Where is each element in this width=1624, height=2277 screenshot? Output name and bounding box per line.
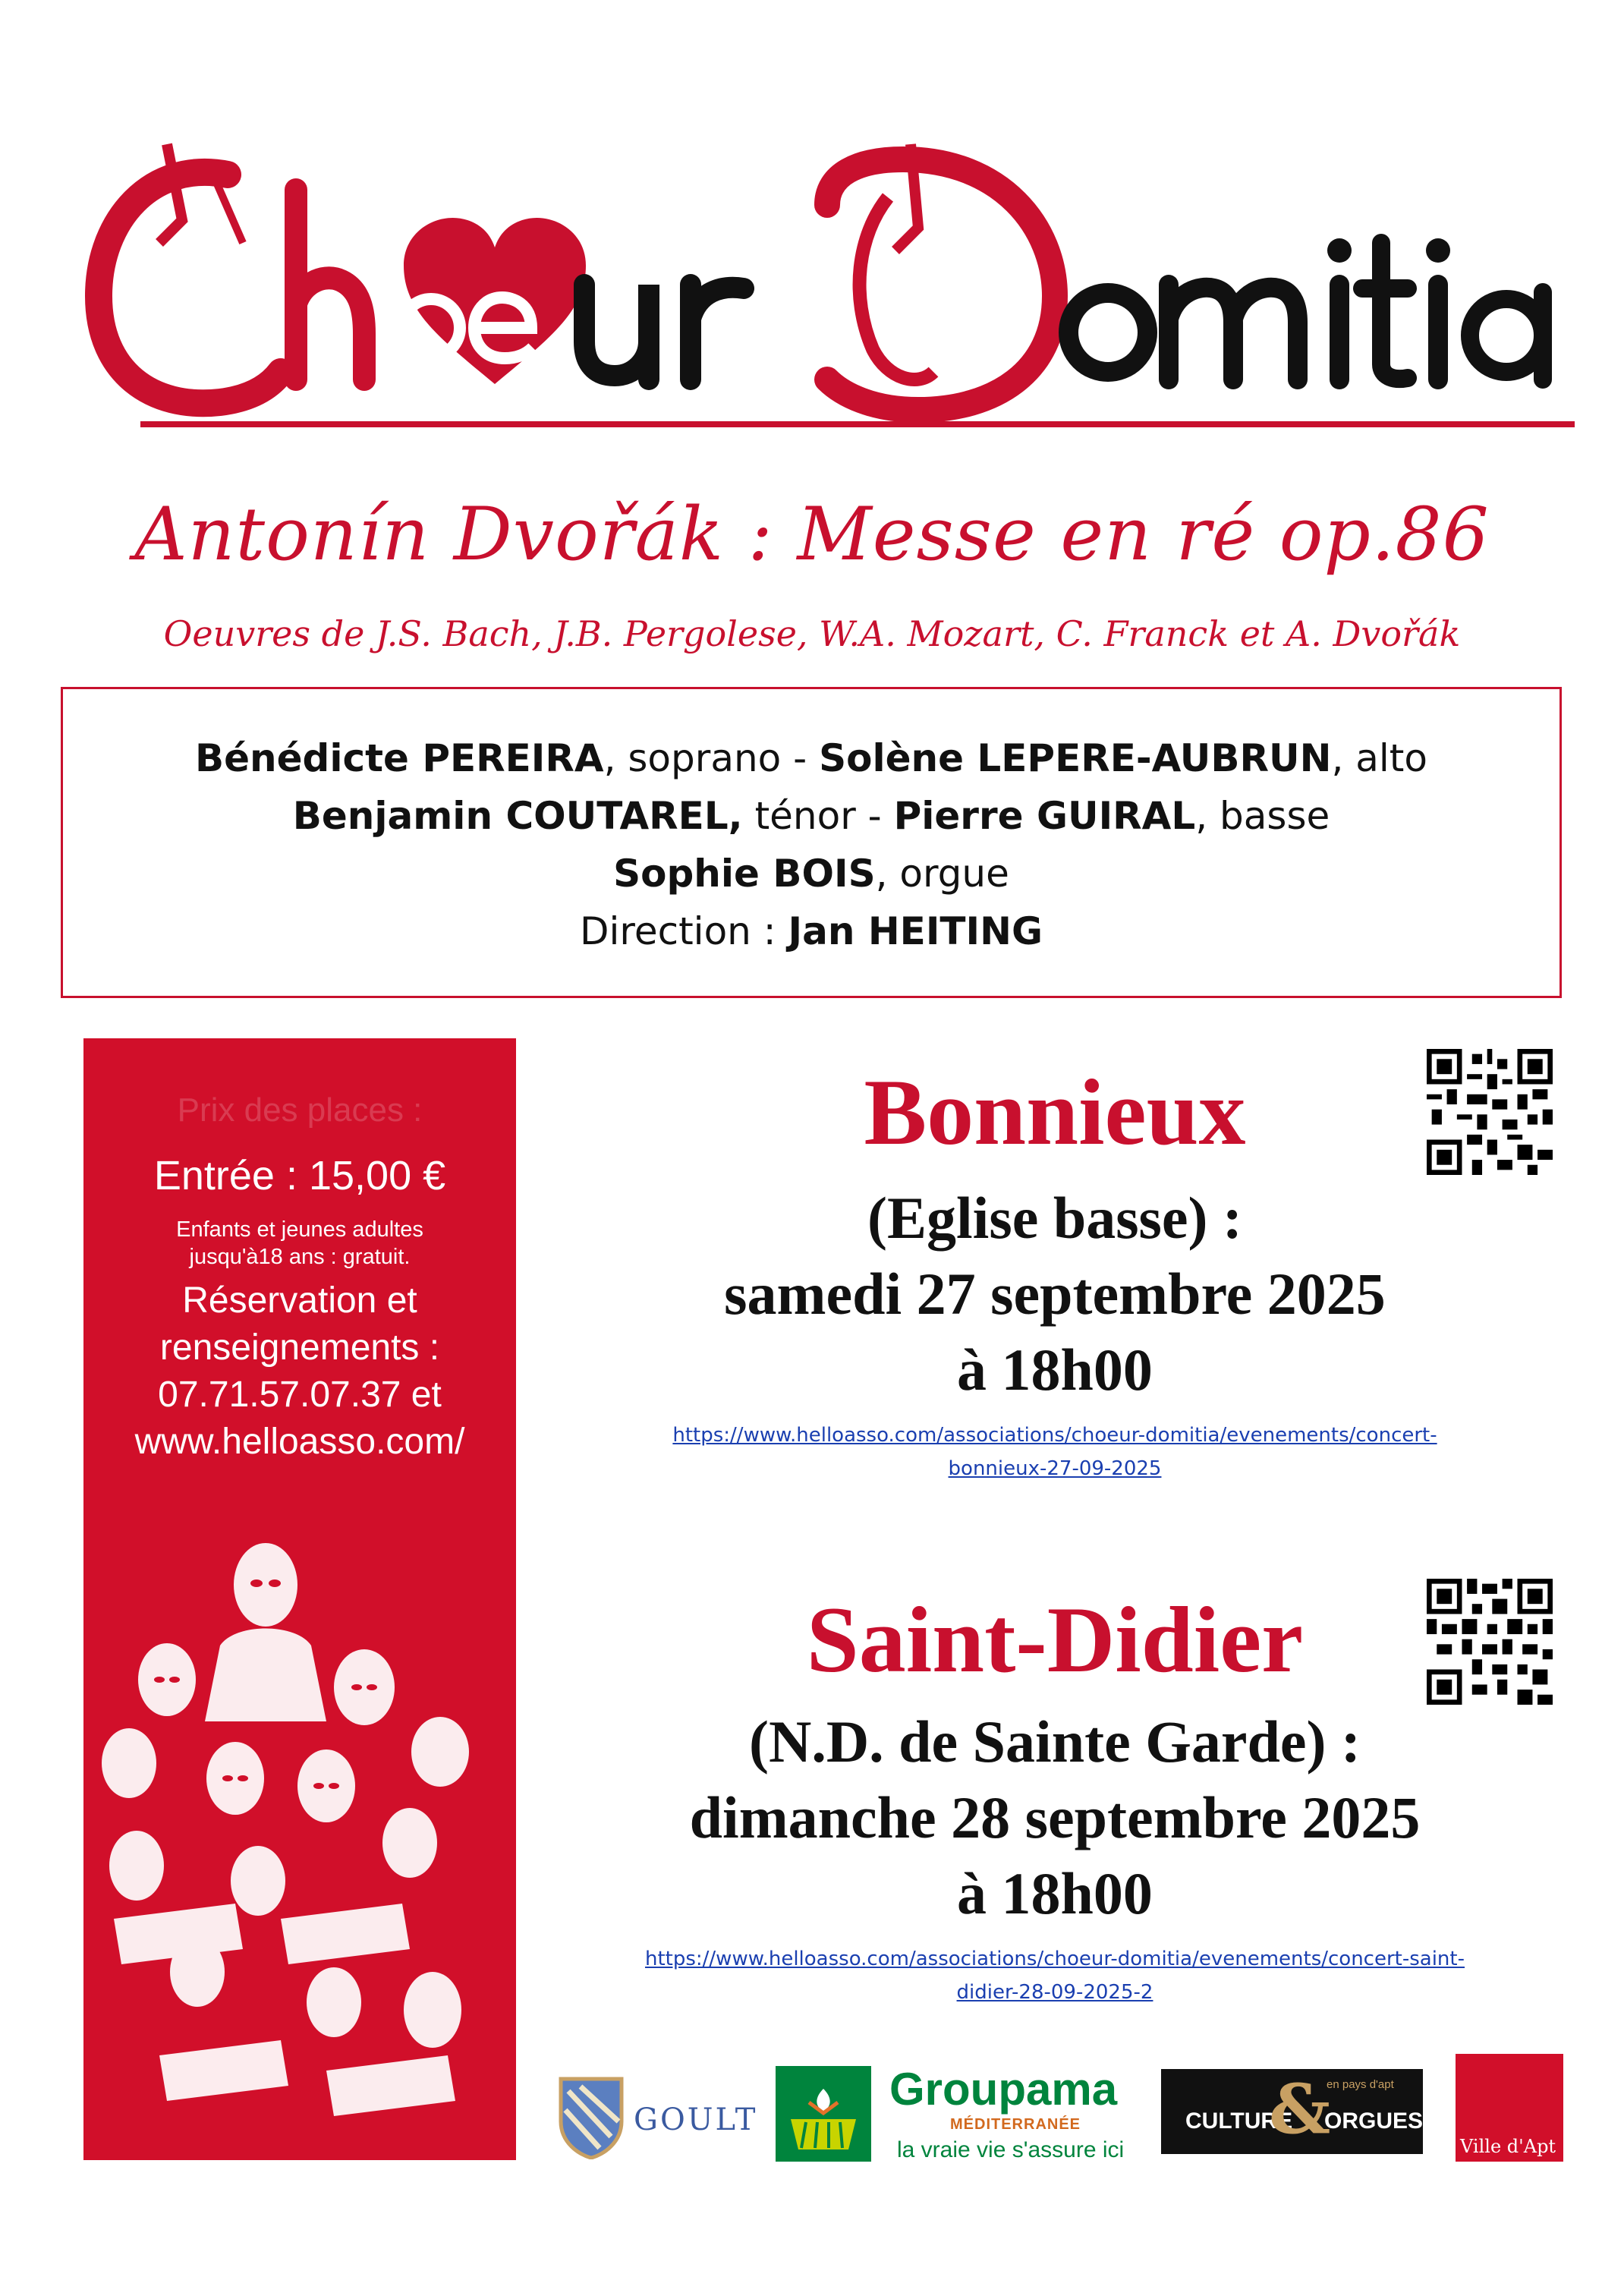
concert-link-line-2[interactable]: bonnieux-27-09-2025 xyxy=(948,1457,1162,1480)
logo-divider xyxy=(140,421,1575,427)
reservation-phone: 07.71.57.07.37 et xyxy=(158,1375,442,1415)
culture-subtitle: en pays d'apt xyxy=(1327,2078,1394,2091)
performer-role: , orgue xyxy=(875,852,1009,896)
groupama-name: Groupama xyxy=(889,2064,1118,2115)
goult-shield-icon xyxy=(558,2076,625,2159)
kids-note-line-1: Enfants et jeunes adultes xyxy=(176,1217,423,1242)
qr-code-bonnieux[interactable] xyxy=(1427,1049,1553,1175)
choir-singers-illustration xyxy=(83,1524,516,2160)
performer-name: Pierre GUIRAL xyxy=(893,794,1196,838)
groupama-logo-icon xyxy=(776,2066,871,2162)
performer-role: , basse xyxy=(1195,794,1330,838)
reservation-website: www.helloasso.com/ xyxy=(134,1422,465,1462)
reservation-line-2: renseignements : xyxy=(159,1327,440,1368)
concert-date: samedi 27 septembre 2025 xyxy=(724,1261,1386,1327)
concert-link-line-1[interactable]: https://www.helloasso.com/associations/choeur-domitia/evenements/concert-saint- xyxy=(644,1948,1465,1970)
culture-ampersand: & xyxy=(1269,2069,1331,2149)
ville-apt-label: Ville d'Apt xyxy=(1460,2136,1556,2157)
performers-line-3 xyxy=(63,852,1559,896)
concert-city: Saint-Didier xyxy=(806,1588,1304,1692)
performer-name: Solène LEPERE-AUBRUN xyxy=(819,736,1332,780)
concert-title: Antonín Dvořák : Messe en ré op.86 xyxy=(134,492,1490,577)
panel-ghost-text: Prix des places : xyxy=(177,1091,423,1129)
logo-svg xyxy=(68,129,1571,448)
concert-venue: (N.D. de Sainte Garde) : xyxy=(749,1709,1361,1775)
performers-line-4 xyxy=(63,909,1559,953)
performer-name: Sophie BOIS xyxy=(613,852,876,896)
qr-code-saint-didier[interactable] xyxy=(1427,1579,1553,1705)
culture-label: CULTURE xyxy=(1185,2109,1293,2134)
concert-time: à 18h00 xyxy=(957,1337,1153,1403)
concert-time: à 18h00 xyxy=(957,1860,1153,1926)
price-panel xyxy=(83,1038,516,2160)
reservation-line-1: Réservation et xyxy=(182,1280,417,1321)
concert-link-line-1[interactable]: https://www.helloasso.com/associations/choeur-domitia/evenements/concert- xyxy=(672,1424,1437,1447)
concert-venue: (Eglise basse) : xyxy=(867,1185,1242,1251)
concert-subtitle: Oeuvres de J.S. Bach, J.B. Pergolese, W.A. Mozart, C. Franck et A. Dvořák xyxy=(163,613,1461,654)
performer-role: , soprano - xyxy=(603,736,820,780)
performer-role: , alto xyxy=(1331,736,1427,780)
concert-link-line-2[interactable]: didier-28-09-2025-2 xyxy=(956,1981,1153,2004)
direction-label: Direction : xyxy=(579,909,788,953)
groupama-slogan: la vraie vie s'assure ici xyxy=(897,2137,1125,2162)
concert-date: dimanche 28 septembre 2025 xyxy=(689,1784,1421,1850)
orgues-label: ORGUES xyxy=(1324,2109,1424,2134)
entry-price: Entrée : 15,00 € xyxy=(153,1153,446,1198)
goult-label: GOULT xyxy=(634,2102,758,2137)
concert-city: Bonnieux xyxy=(864,1060,1246,1164)
performers-box xyxy=(61,687,1562,998)
groupama-region: MÉDITERRANÉE xyxy=(950,2116,1081,2133)
performer-role: ténor - xyxy=(742,794,894,838)
performers-line-1 xyxy=(63,736,1559,780)
conductor-name: Jan HEITING xyxy=(788,909,1043,953)
performer-name: Benjamin COUTAREL, xyxy=(292,794,743,838)
performers-line-2 xyxy=(63,794,1559,838)
choeur-domitia-logo xyxy=(68,129,1571,448)
kids-note-line-2: jusqu'à18 ans : gratuit. xyxy=(189,1245,411,1269)
performer-name: Bénédicte PEREIRA xyxy=(195,736,604,780)
